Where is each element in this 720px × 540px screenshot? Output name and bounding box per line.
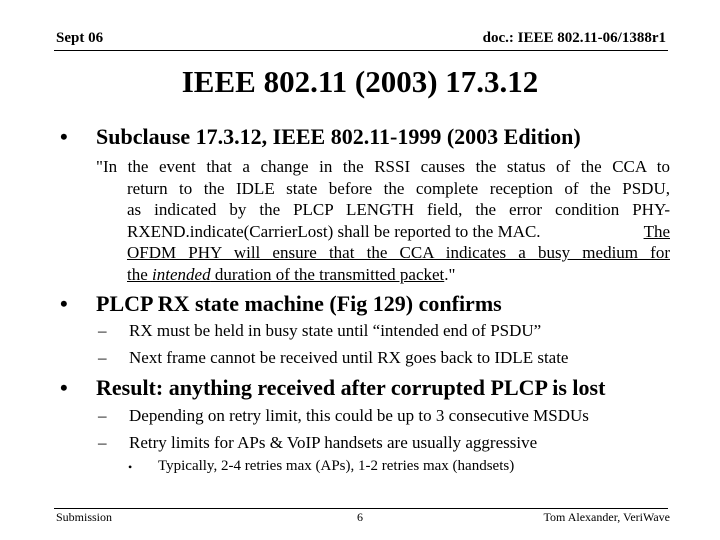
quote-block bbox=[96, 156, 670, 285]
bullet-3-text: Result: anything received after corrupted PLCP is lost bbox=[96, 375, 606, 400]
header-date: Sept 06 bbox=[56, 30, 104, 46]
quote-line-4 bbox=[96, 221, 670, 243]
footer-author: Tom Alexander, VeriWave bbox=[543, 510, 670, 524]
header-divider bbox=[54, 50, 668, 51]
sub-bullet-text: Retry limits for APs & VoIP handsets are usually aggressive bbox=[129, 433, 538, 452]
sub-bullet-text: Next frame cannot be received until RX goes back to IDLE state bbox=[129, 348, 569, 367]
dash-marker: – bbox=[98, 321, 107, 340]
quote-line-6-b: duration of the transmitted packet bbox=[210, 264, 445, 284]
footer-page-number: 6 bbox=[357, 510, 363, 524]
dash-marker: – bbox=[98, 433, 107, 452]
dash-marker: – bbox=[98, 348, 107, 367]
footer-left: Submission bbox=[56, 510, 113, 524]
quote-line-3: as indicated by the PLCP LENGTH field, the error condition PHY- bbox=[127, 200, 670, 219]
bullet-dot: • bbox=[60, 291, 68, 316]
small-bullet-dot: • bbox=[128, 460, 133, 474]
bullet-dot: • bbox=[60, 375, 68, 400]
quote-line-5: OFDM PHY will ensure that the CCA indicates a busy medium for bbox=[127, 243, 670, 262]
sub-sub-bullet-text: Typically, 2-4 retries max (APs), 1-2 retries max (handsets) bbox=[158, 458, 515, 474]
quote-line-6-a: the bbox=[127, 264, 153, 284]
quote-line-4-underlined: The bbox=[643, 221, 670, 241]
dash-marker: – bbox=[98, 406, 107, 425]
header-doc-id: doc.: IEEE 802.11-06/1388r1 bbox=[482, 30, 666, 46]
footer-divider bbox=[54, 508, 668, 509]
bullet-2-text: PLCP RX state machine (Fig 129) confirms bbox=[96, 291, 502, 316]
bullet-1-text: Subclause 17.3.12, IEEE 802.11-1999 (2003 Edition) bbox=[96, 124, 581, 149]
quote-line-1: "In the event that a change in the RSSI causes the status of the CCA to bbox=[96, 157, 670, 176]
quote-line-4-text: RXEND.indicate(CarrierLost) shall be reported to the MAC. bbox=[127, 221, 541, 241]
sub-bullet-text: RX must be held in busy state until “intended end of PSDU” bbox=[129, 321, 542, 340]
quote-line-2: return to the IDLE state before the complete reception of the PSDU, bbox=[127, 178, 670, 198]
slide-title: IEEE 802.11 (2003) 17.3.12 bbox=[181, 64, 539, 99]
sub-bullet-text: Depending on retry limit, this could be up to 3 consecutive MSDUs bbox=[129, 406, 589, 425]
quote-line-6 bbox=[96, 264, 670, 286]
quote-line-6-end: ." bbox=[444, 264, 456, 284]
quote-intended-emphasis: intended bbox=[152, 264, 211, 284]
bullet-dot: • bbox=[60, 124, 68, 149]
